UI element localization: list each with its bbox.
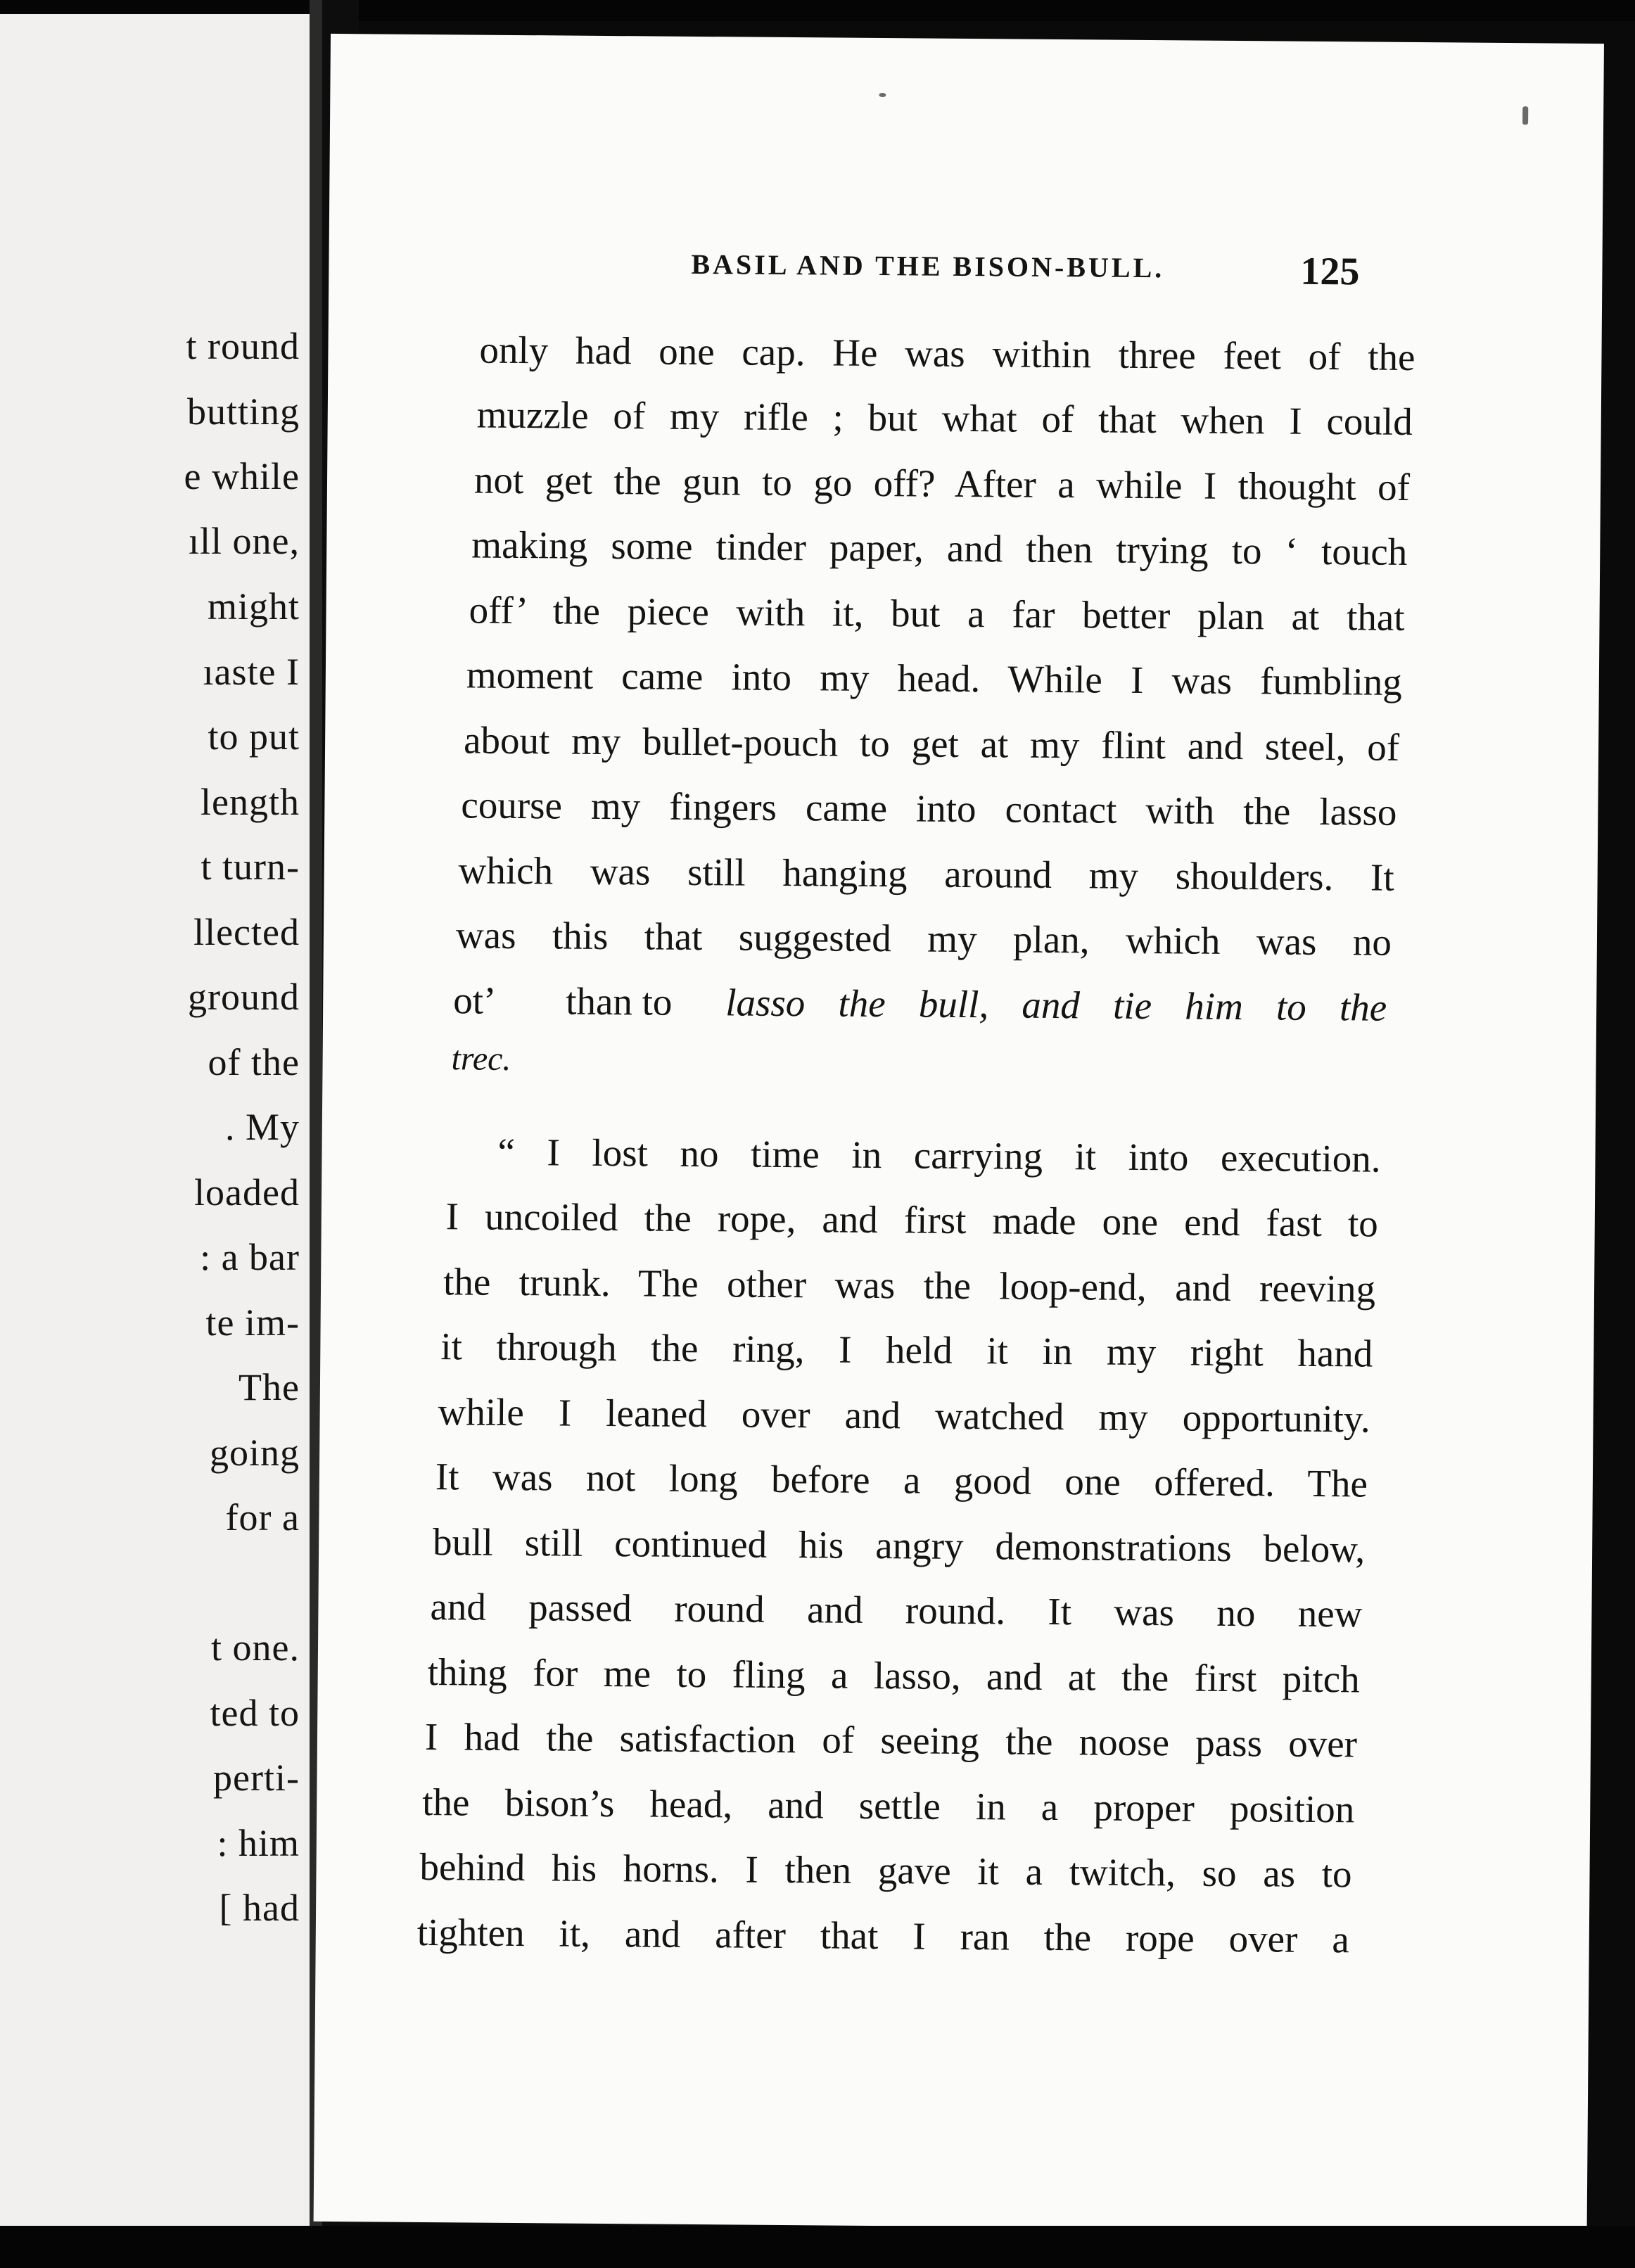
body-line: I had the satisfaction of seeing the noose pass over bbox=[424, 1715, 1358, 1766]
body-line: moment came into my head. While I was fumbling bbox=[466, 653, 1403, 703]
body-line: only had one cap. He was within three feet of the bbox=[479, 328, 1415, 379]
page-number: 125 bbox=[1300, 249, 1360, 294]
left-line: perti- bbox=[213, 1757, 300, 1799]
left-line: for a bbox=[225, 1496, 300, 1538]
body-line: making some tinder paper, and then trying to ‘ touch bbox=[471, 523, 1408, 573]
body-line: It was not long before a good one offered. The bbox=[435, 1455, 1368, 1505]
right-page bbox=[314, 34, 1604, 2231]
left-line: to put bbox=[208, 715, 300, 758]
left-line: [ had bbox=[219, 1887, 300, 1929]
body-line: muzzle of my rifle ; but what of that when I could bbox=[476, 393, 1413, 443]
paragraph-start: “ I lost no time in carrying it into execution. bbox=[497, 1130, 1381, 1180]
damaged-text: trec. bbox=[451, 1040, 511, 1078]
body-line: was this that suggested my plan, which was no bbox=[455, 913, 1392, 964]
left-line: t round bbox=[186, 325, 300, 367]
left-line: ıaste I bbox=[203, 651, 300, 693]
body-line: the trunk. The other was the loop-end, and reeving bbox=[443, 1260, 1376, 1311]
body-line: than to bbox=[565, 979, 673, 1024]
left-line: might bbox=[207, 585, 300, 627]
body-line: which was still hanging around my shoulders. It bbox=[458, 848, 1394, 899]
body-line: the bison’s head, and settle in a proper position bbox=[422, 1780, 1355, 1831]
body-line: not get the gun to go off? After a while I thought of bbox=[473, 458, 1411, 509]
body-line: behind his horns. I then gave it a twitch, so as to bbox=[419, 1845, 1352, 1896]
left-line: butting bbox=[186, 390, 300, 433]
body-line: it through the ring, I held it in my right hand bbox=[440, 1325, 1373, 1375]
ink-speck bbox=[879, 93, 886, 97]
body-line: thing for me to fling a lasso, and at the first pitch bbox=[427, 1650, 1360, 1701]
body-line: tighten it, and after that I ran the rope over a bbox=[416, 1910, 1350, 1961]
left-line: The bbox=[238, 1366, 300, 1408]
left-line: : a bar bbox=[200, 1236, 300, 1278]
left-line: going bbox=[209, 1432, 300, 1474]
body-line: about my bullet-pouch to get at my flint and steel, of bbox=[463, 718, 1400, 769]
running-head-title: BASIL AND THE BISON-BULL. bbox=[691, 248, 1165, 284]
ink-speck bbox=[1522, 106, 1528, 125]
left-line: te im- bbox=[205, 1301, 300, 1344]
bottom-shadow bbox=[0, 2226, 1635, 2268]
left-line: t turn- bbox=[201, 846, 300, 888]
body-line: off’ the piece with it, but a far better plan at that bbox=[469, 588, 1405, 639]
left-line: loaded bbox=[194, 1171, 300, 1213]
left-line: t one. bbox=[211, 1626, 300, 1669]
body-line: bull still continued his angry demonstrations below, bbox=[432, 1520, 1366, 1571]
body-line: and passed round and round. It was no new bbox=[430, 1585, 1363, 1636]
left-line: e while bbox=[184, 455, 300, 497]
body-line: course my fingers came into contact with the lasso bbox=[461, 783, 1397, 834]
damaged-text: ot’ bbox=[453, 979, 497, 1022]
left-line: length bbox=[201, 781, 300, 823]
left-line: : him bbox=[217, 1822, 300, 1864]
left-line: of the bbox=[208, 1041, 300, 1083]
body-line: while I leaned over and watched my opportunity. bbox=[438, 1390, 1370, 1441]
left-line: . My bbox=[224, 1106, 300, 1148]
left-line: ıll one, bbox=[189, 520, 300, 562]
left-page-fragment bbox=[0, 14, 317, 2230]
left-line: llected bbox=[193, 911, 300, 953]
left-line: ground bbox=[188, 976, 300, 1018]
left-line: ted to bbox=[210, 1692, 300, 1734]
body-line: I uncoiled the rope, and first made one end fast to bbox=[445, 1194, 1379, 1245]
body-line-italic: lasso the bull, and tie him to the bbox=[725, 981, 1387, 1029]
